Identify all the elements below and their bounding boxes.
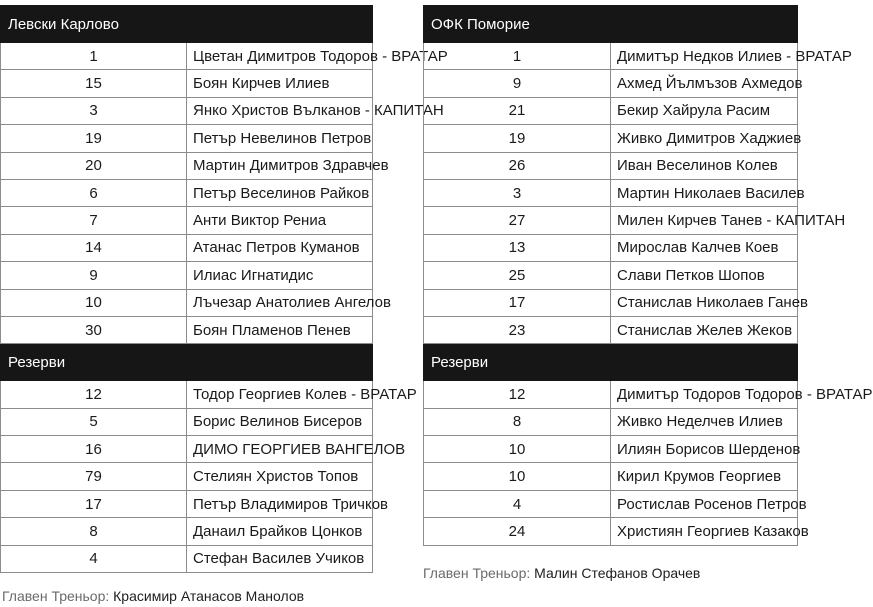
player-number: 3	[1, 97, 187, 124]
reserves-header-label: Резерви	[1, 344, 373, 381]
player-number: 8	[424, 408, 611, 435]
player-number: 19	[424, 125, 611, 152]
player-name: Петър Веселинов Райков	[187, 179, 373, 206]
player-number: 23	[424, 316, 611, 343]
player-name: Илиян Борисов Шерденов	[611, 436, 798, 463]
player-name: Стефан Василев Учиков	[187, 545, 373, 572]
player-name: Милен Кирчев Танев - КАПИТАН	[611, 207, 798, 234]
player-name: Живко Димитров Хаджиев	[611, 125, 798, 152]
player-name: Ахмед Йълмъзов Ахмедов	[611, 70, 798, 97]
player-number: 20	[1, 152, 187, 179]
player-number: 79	[1, 463, 187, 490]
player-name: Слави Петков Шопов	[611, 262, 798, 289]
player-number: 10	[424, 463, 611, 490]
player-row	[424, 490, 798, 517]
player-number: 19	[1, 125, 187, 152]
player-number: 1	[424, 43, 611, 70]
player-number: 12	[1, 381, 187, 408]
player-row	[424, 125, 798, 152]
player-number: 14	[1, 234, 187, 261]
player-row	[424, 463, 798, 490]
player-row	[1, 436, 373, 463]
player-name: Боян Кирчев Илиев	[187, 70, 373, 97]
player-name: Мирослав Калчев Коев	[611, 234, 798, 261]
player-name: Станислав Желев Жеков	[611, 316, 798, 343]
player-row	[424, 381, 798, 408]
coach-label: Главен Треньор:	[423, 565, 531, 581]
player-name: Цветан Димитров Тодоров - ВРАТАР	[187, 43, 373, 70]
player-name: Живко Неделчев Илиев	[611, 408, 798, 435]
player-name: Анти Виктор Рениа	[187, 207, 373, 234]
reserves-header	[1, 344, 373, 381]
player-number: 27	[424, 207, 611, 234]
player-name: Атанас Петров Куманов	[187, 234, 373, 261]
player-number: 10	[1, 289, 187, 316]
player-row	[1, 43, 373, 70]
team-roster-left	[0, 5, 448, 573]
head-coach-left	[2, 588, 304, 604]
player-number: 5	[1, 408, 187, 435]
player-number: 4	[424, 490, 611, 517]
player-name: Кирил Крумов Георгиев	[611, 463, 798, 490]
player-row	[1, 262, 373, 289]
player-row	[1, 408, 373, 435]
player-number: 10	[424, 436, 611, 463]
player-row	[424, 316, 798, 343]
player-row	[424, 152, 798, 179]
player-row	[1, 234, 373, 261]
player-name: Димитър Тодоров Тодоров - ВРАТАР	[611, 381, 798, 408]
reserves-header-label: Резерви	[424, 344, 798, 381]
player-number: 26	[424, 152, 611, 179]
player-row	[424, 97, 798, 124]
player-row	[424, 234, 798, 261]
coach-name: Красимир Атанасов Манолов	[113, 588, 305, 604]
player-name: Янко Христов Вълканов - КАПИТАН	[187, 97, 373, 124]
player-number: 21	[424, 97, 611, 124]
team-name-header	[424, 6, 798, 43]
player-name: Димитър Недков Илиев - ВРАТАР	[611, 43, 798, 70]
reserves-header	[424, 344, 798, 381]
player-row	[1, 490, 373, 517]
player-name: Мартин Николаев Василев	[611, 179, 798, 206]
coach-name: Малин Стефанов Орачев	[534, 565, 701, 581]
team-name-header-label: Левски Карлово	[1, 6, 373, 43]
player-number: 9	[1, 262, 187, 289]
player-number: 12	[424, 381, 611, 408]
coach-label: Главен Треньор:	[2, 588, 110, 604]
roster-table-left	[0, 5, 448, 573]
player-number: 4	[1, 545, 187, 572]
player-number: 16	[1, 436, 187, 463]
player-row	[1, 316, 373, 343]
player-row	[1, 207, 373, 234]
player-number: 13	[424, 234, 611, 261]
player-name: Данаил Брайков Цонков	[187, 518, 373, 545]
player-name: Илиас Игнатидис	[187, 262, 373, 289]
player-name: Петър Владимиров Тричков	[187, 490, 373, 517]
head-coach-right	[423, 565, 700, 581]
player-number: 25	[424, 262, 611, 289]
team-roster-right	[423, 5, 873, 546]
player-row	[424, 408, 798, 435]
player-number: 9	[424, 70, 611, 97]
player-name: Християн Георгиев Казаков	[611, 518, 798, 545]
player-name: Иван Веселинов Колев	[611, 152, 798, 179]
player-number: 30	[1, 316, 187, 343]
player-row	[1, 545, 373, 572]
player-number: 3	[424, 179, 611, 206]
player-number: 15	[1, 70, 187, 97]
player-name: Мартин Димитров Здравчев	[187, 152, 373, 179]
player-row	[1, 289, 373, 316]
player-row	[424, 289, 798, 316]
player-name: Тодор Георгиев Колев - ВРАТАР	[187, 381, 373, 408]
player-number: 8	[1, 518, 187, 545]
player-row	[1, 381, 373, 408]
team-name-header	[1, 6, 373, 43]
player-row	[1, 152, 373, 179]
player-row	[1, 70, 373, 97]
player-row	[1, 518, 373, 545]
player-row	[424, 262, 798, 289]
team-name-header-label: ОФК Поморие	[424, 6, 798, 43]
player-number: 24	[424, 518, 611, 545]
player-row	[1, 125, 373, 152]
player-name: Станислав Николаев Ганев	[611, 289, 798, 316]
player-name: Бекир Хайрула Расим	[611, 97, 798, 124]
player-number: 17	[1, 490, 187, 517]
player-row	[424, 43, 798, 70]
player-name: Петър Невелинов Петров	[187, 125, 373, 152]
player-row	[424, 518, 798, 545]
player-name: Ростислав Росенов Петров	[611, 490, 798, 517]
player-row	[424, 207, 798, 234]
player-name: ДИМО ГЕОРГИЕВ ВАНГЕЛОВ	[187, 436, 373, 463]
player-number: 7	[1, 207, 187, 234]
player-number: 6	[1, 179, 187, 206]
player-name: Боян Пламенов Пенев	[187, 316, 373, 343]
player-name: Борис Велинов Бисеров	[187, 408, 373, 435]
player-row	[1, 97, 373, 124]
player-row	[1, 463, 373, 490]
player-row	[424, 70, 798, 97]
player-number: 1	[1, 43, 187, 70]
player-row	[424, 436, 798, 463]
player-number: 17	[424, 289, 611, 316]
player-name: Стелиян Христов Топов	[187, 463, 373, 490]
player-row	[1, 179, 373, 206]
player-name: Лъчезар Анатолиев Ангелов	[187, 289, 373, 316]
player-row	[424, 179, 798, 206]
roster-table-right	[423, 5, 873, 546]
